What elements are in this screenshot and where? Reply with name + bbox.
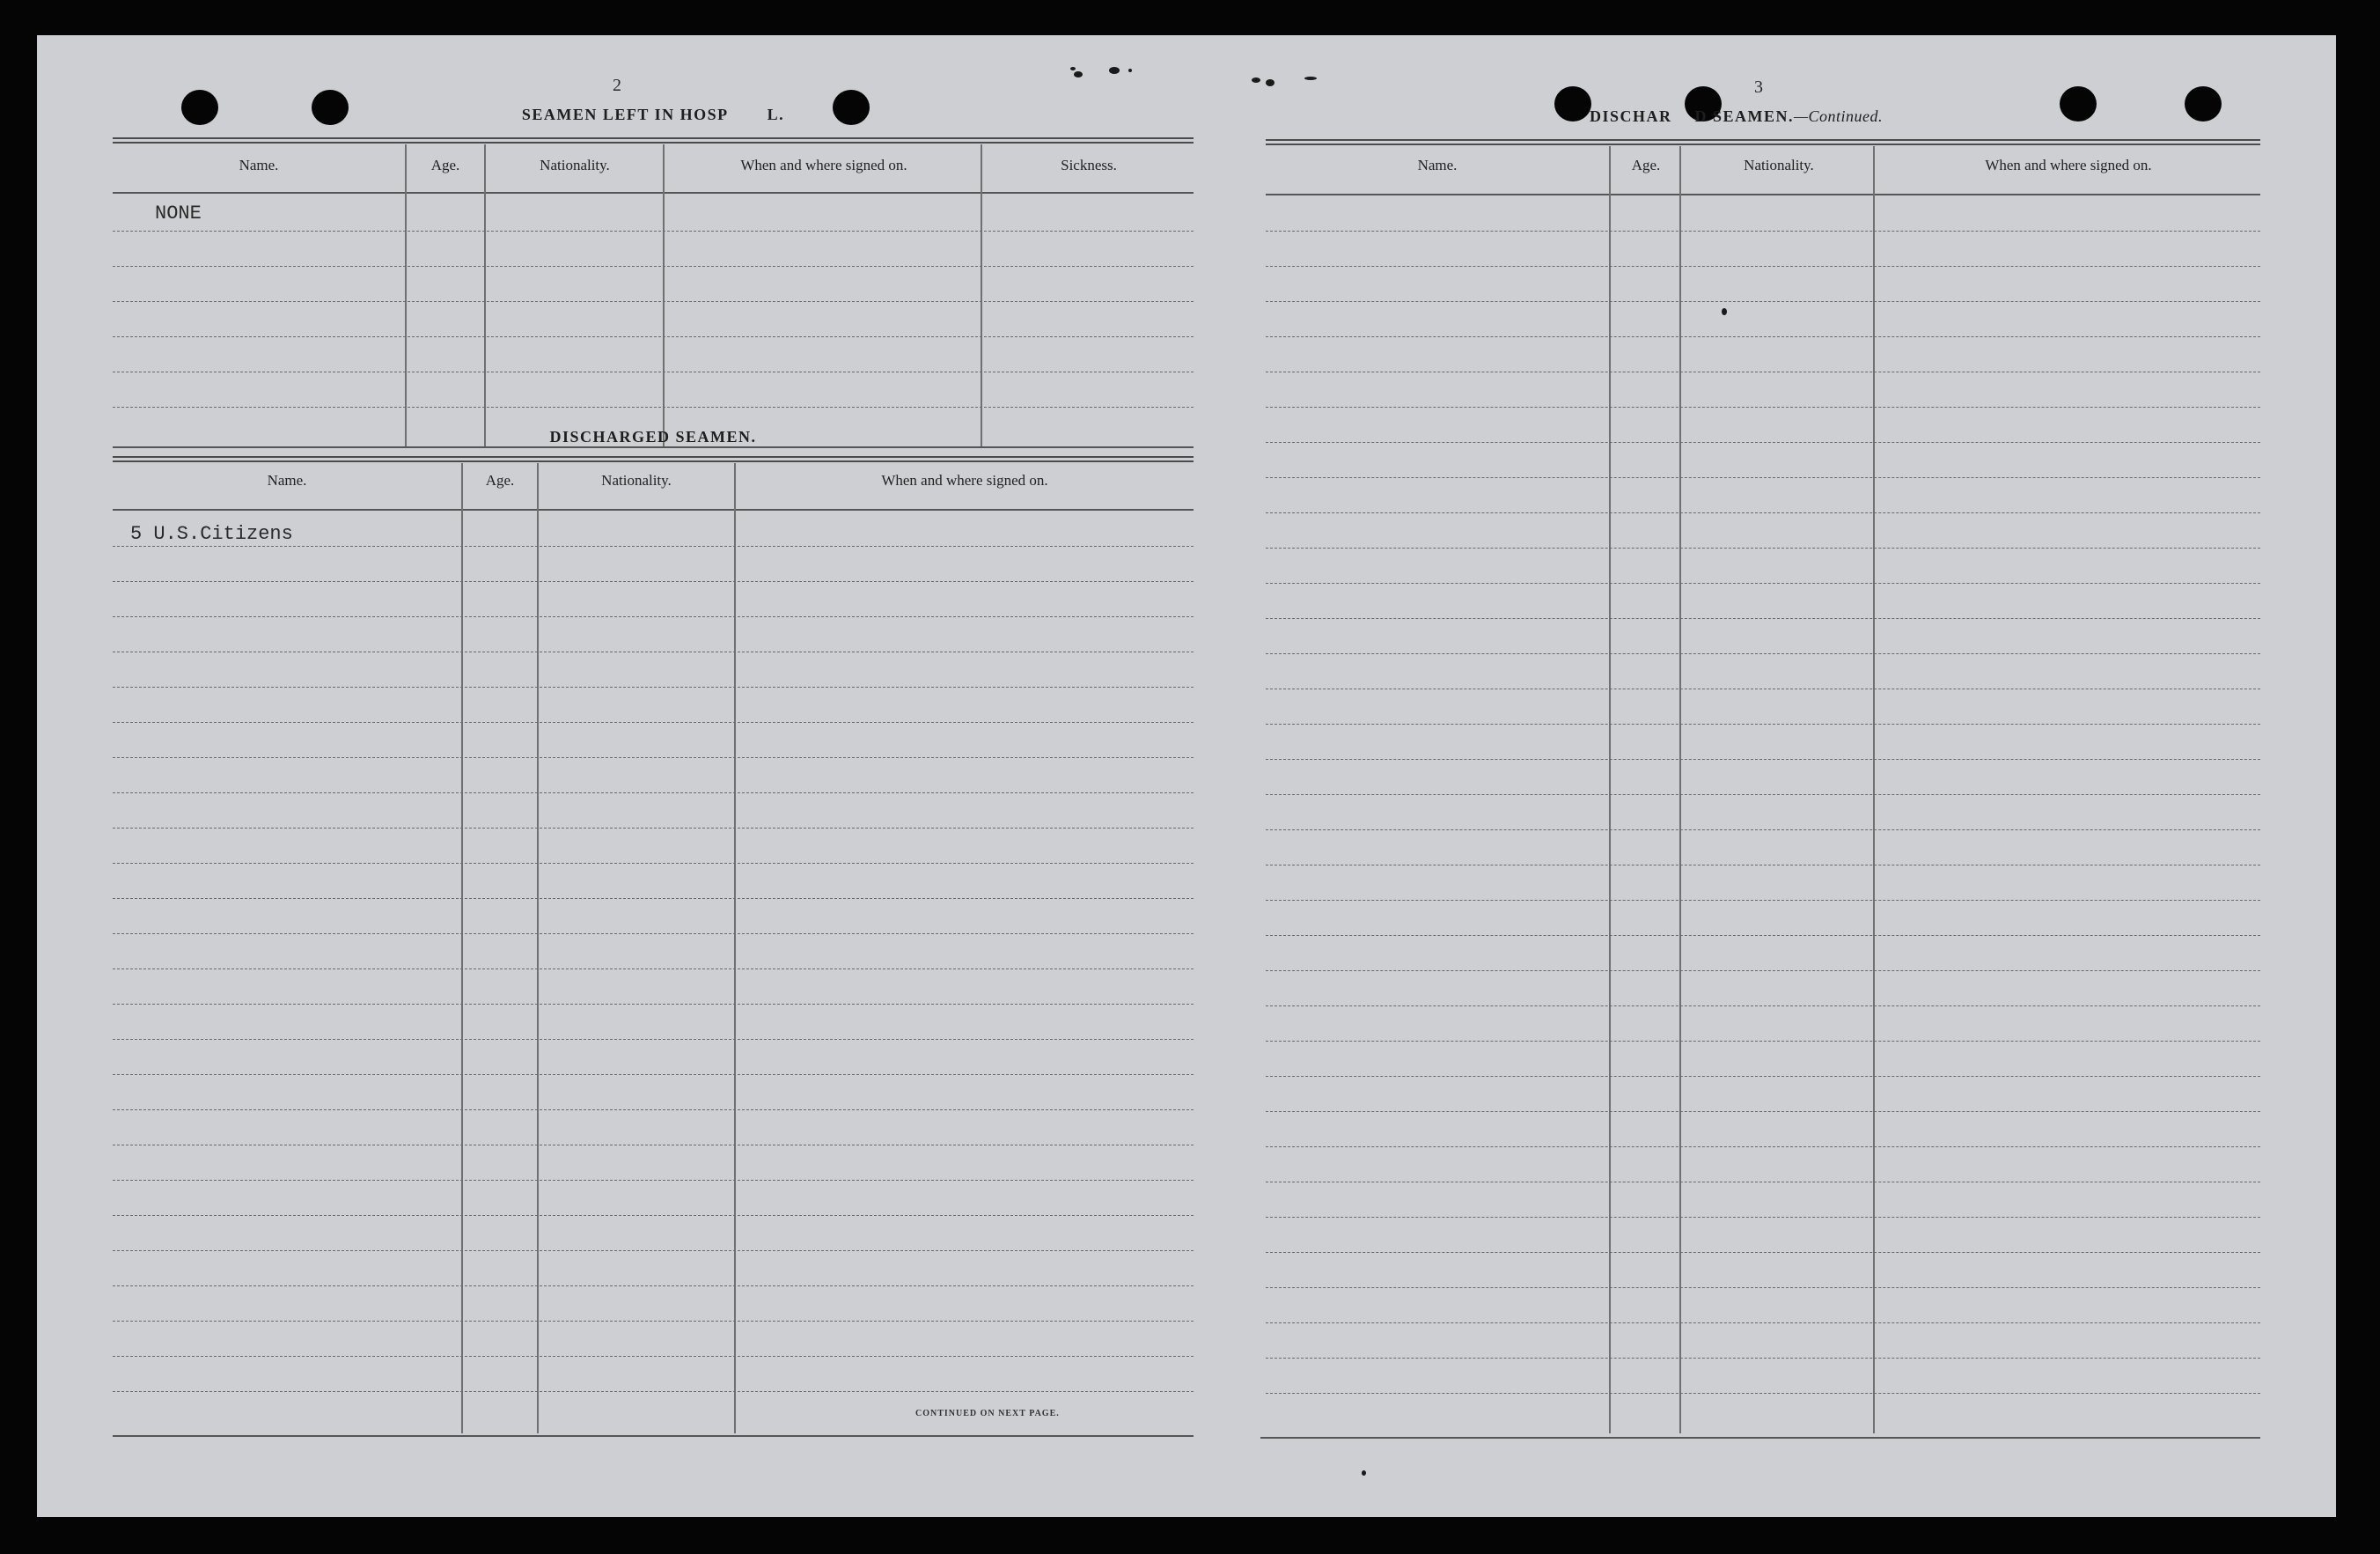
row-line xyxy=(113,898,1194,899)
page-number-right: 3 xyxy=(1754,77,1763,97)
column-header-name: Name. xyxy=(1417,157,1458,173)
row-line xyxy=(113,863,1194,864)
row-line xyxy=(1266,336,2260,337)
row-line xyxy=(1266,794,2260,795)
ink-speck xyxy=(1252,77,1260,83)
row-line xyxy=(1266,1041,2260,1042)
ink-speck xyxy=(1362,1470,1366,1476)
row-line xyxy=(113,687,1194,688)
row-line xyxy=(113,933,1194,934)
row-line xyxy=(1266,1217,2260,1218)
header-rule xyxy=(113,137,1194,139)
row-line xyxy=(1266,1322,2260,1323)
column-divider xyxy=(1609,146,1611,1433)
discharged-entry-name: 5 U.S.Citizens xyxy=(130,523,293,545)
row-line xyxy=(1266,724,2260,725)
row-line xyxy=(113,336,1194,337)
section-title-text-a: DISCHAR xyxy=(1590,107,1672,125)
row-line xyxy=(113,266,1194,267)
row-line xyxy=(1266,935,2260,936)
ink-speck xyxy=(1266,79,1274,86)
row-line xyxy=(113,546,1194,547)
column-divider xyxy=(1873,146,1875,1433)
row-line xyxy=(113,1215,1194,1216)
column-divider xyxy=(663,144,665,446)
column-header-signed-on: When and where signed on. xyxy=(1985,157,2152,173)
section-title-discharged-seamen: DISCHARGED SEAMEN. xyxy=(549,428,757,446)
column-divider xyxy=(981,144,982,446)
ink-speck xyxy=(1304,77,1317,80)
column-header-nationality: Nationality. xyxy=(601,472,672,489)
row-line xyxy=(113,1321,1194,1322)
row-line xyxy=(1266,512,2260,513)
bottom-rule xyxy=(1260,1437,2260,1439)
row-line xyxy=(113,1180,1194,1181)
section-title-continued: —Continued. xyxy=(1794,107,1884,125)
column-divider xyxy=(734,463,736,1433)
row-line xyxy=(113,1109,1194,1110)
row-line xyxy=(1266,477,2260,478)
row-line xyxy=(1266,1287,2260,1288)
row-line xyxy=(1266,970,2260,971)
section-title-text-b: D SEAMEN. xyxy=(1694,107,1795,125)
ink-speck xyxy=(1109,67,1120,74)
row-line xyxy=(1266,1358,2260,1359)
ink-speck xyxy=(1070,67,1076,70)
table-header-rule xyxy=(113,509,1194,511)
row-line xyxy=(1266,301,2260,302)
row-line xyxy=(113,968,1194,969)
row-line xyxy=(1266,442,2260,443)
punch-hole xyxy=(2185,86,2222,122)
row-line xyxy=(113,792,1194,793)
row-line xyxy=(113,1285,1194,1286)
row-line xyxy=(113,828,1194,829)
row-line xyxy=(113,616,1194,617)
column-header-sickness: Sickness. xyxy=(1061,157,1117,173)
row-line xyxy=(1266,829,2260,830)
punch-hole xyxy=(2060,86,2097,122)
row-line xyxy=(113,757,1194,758)
row-line xyxy=(1266,1146,2260,1147)
ink-speck xyxy=(1128,69,1132,72)
row-line xyxy=(113,407,1194,408)
punch-hole xyxy=(312,90,349,125)
column-header-nationality: Nationality. xyxy=(1744,157,1814,173)
section-title-discharged-continued xyxy=(1590,107,2012,126)
ink-speck xyxy=(1074,71,1083,77)
document-scan xyxy=(37,35,2336,1517)
column-header-signed-on: When and where signed on. xyxy=(881,472,1048,489)
table-header-rule xyxy=(1266,194,2260,195)
section-title-tail: L. xyxy=(767,106,785,123)
row-line xyxy=(1266,618,2260,619)
row-line xyxy=(1266,1393,2260,1394)
row-line xyxy=(1266,407,2260,408)
row-line xyxy=(1266,653,2260,654)
section-rule xyxy=(113,446,1194,448)
row-line xyxy=(113,722,1194,723)
ink-speck xyxy=(1722,308,1727,315)
column-header-age: Age. xyxy=(485,472,515,489)
header-rule xyxy=(1266,139,2260,141)
column-header-signed-on: When and where signed on. xyxy=(740,157,907,173)
table-header-rule xyxy=(113,192,1194,194)
page-number-left: 2 xyxy=(613,76,621,95)
row-line xyxy=(113,1039,1194,1040)
bottom-rule xyxy=(113,1435,1194,1437)
row-line xyxy=(1266,266,2260,267)
row-line xyxy=(113,1391,1194,1392)
row-line xyxy=(1266,1111,2260,1112)
row-line xyxy=(113,581,1194,582)
row-line xyxy=(1266,583,2260,584)
row-line xyxy=(1266,1252,2260,1253)
hospital-entry-name: NONE xyxy=(155,203,202,225)
column-divider xyxy=(461,463,463,1433)
column-header-age: Age. xyxy=(430,157,460,173)
column-divider xyxy=(1679,146,1681,1433)
column-header-age: Age. xyxy=(1631,157,1661,173)
row-line xyxy=(1266,231,2260,232)
section-title-text: SEAMEN LEFT IN HOSP xyxy=(521,106,729,123)
row-line xyxy=(113,301,1194,302)
row-line xyxy=(113,1004,1194,1005)
column-divider xyxy=(405,144,407,446)
row-line xyxy=(1266,900,2260,901)
column-header-nationality: Nationality. xyxy=(540,157,610,173)
column-divider xyxy=(484,144,486,446)
footer-continued: CONTINUED ON NEXT PAGE. xyxy=(915,1409,1060,1418)
row-line xyxy=(1266,548,2260,549)
row-line xyxy=(1266,1076,2260,1077)
section-title-seamen-in-hospital xyxy=(459,106,847,124)
column-header-name: Name. xyxy=(267,472,307,489)
row-line xyxy=(113,1250,1194,1251)
column-divider xyxy=(537,463,539,1433)
row-line xyxy=(113,1074,1194,1075)
row-line xyxy=(1266,1005,2260,1006)
column-header-name: Name. xyxy=(239,157,279,173)
punch-hole xyxy=(1554,86,1591,122)
row-line xyxy=(113,1356,1194,1357)
header-rule xyxy=(113,456,1194,458)
row-line xyxy=(1266,759,2260,760)
punch-hole xyxy=(181,90,218,125)
row-line xyxy=(113,231,1194,232)
